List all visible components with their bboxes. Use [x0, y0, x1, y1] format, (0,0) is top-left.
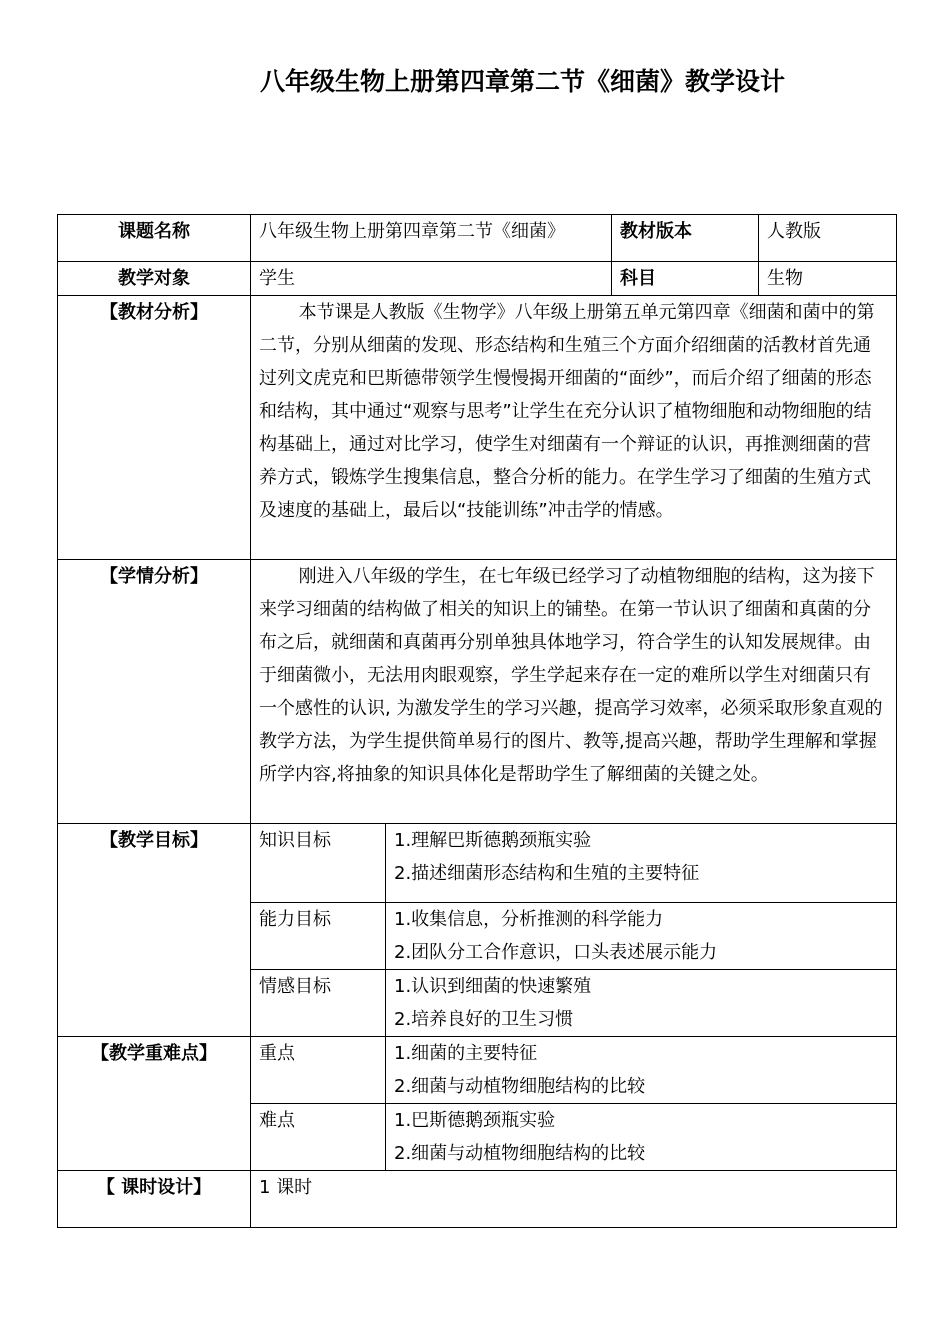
point-category: 重点 [251, 1037, 386, 1104]
point-content [386, 1037, 897, 1104]
subject-label: 科目 [612, 262, 759, 296]
table-row [58, 296, 897, 560]
goal-line: 2.团队分工合作意识，口头表述展示能力 [394, 942, 718, 963]
table-row [58, 560, 897, 824]
audience-label: 教学对象 [58, 262, 251, 296]
period-design-value: 1 课时 [251, 1171, 897, 1228]
key-difficult-points-label: 【教学重难点】 [58, 1037, 251, 1171]
page-title: 八年级生物上册第四章第二节《细菌》教学设计 [259, 67, 785, 96]
point-line: 2.细菌与动植物细胞结构的比较 [394, 1076, 646, 1097]
edition-label: 教材版本 [612, 215, 759, 262]
course-name-label: 课题名称 [58, 215, 251, 262]
subject-value: 生物 [759, 262, 897, 296]
goal-category: 情感目标 [251, 970, 386, 1037]
student-analysis-text: 刚进入八年级的学生，在七年级已经学习了动植物细胞的结构，这为接下来学习细菌的结构做了相关的知识上的铺垫。在第一节认识了细菌和真菌的分布之后，就细菌和真菌再分别单独具体地学习，符合学生的认知发展规律。由于细菌微小，无法用肉眼观察，学生学起来存在一定的难所以学生对细菌只有一个感性的认识, 为激发学生的学习兴趣，提高学习效率，必须采取形象直观的教学方法，为学生提供简单易行的图片、教等,提高兴趣，帮助学生理解和掌握所学内容,将抽象的知识具体化是帮助学生了解细菌的关键之处。 [251, 560, 897, 824]
material-analysis-text: 本节课是人教版《生物学》八年级上册第五单元第四章《细菌和菌中的第二节，分别从细菌的发现、形态结构和生殖三个方面介绍细菌的活教材首先通过列文虎克和巴斯德带领学生慢慢揭开细菌的“面纱”，而后介绍了细菌的形态和结构，其中通过“观察与思考”让学生在充分认识了植物细胞和动物细胞的结构基础上，通过对比学习，使学生对细菌有一个辩证的认识，再推测细菌的营养方式，锻炼学生搜集信息，整合分析的能力。在学生学习了细菌的生殖方式及速度的基础上，最后以“技能训练”冲击学的情感。 [251, 296, 897, 560]
table-row [58, 1171, 897, 1228]
goal-category: 知识目标 [251, 824, 386, 903]
teaching-goals-label: 【教学目标】 [58, 824, 251, 1037]
period-design-label: 【 课时设计】 [58, 1171, 251, 1228]
table-row [58, 1037, 897, 1104]
point-line: 1.巴斯德鹅颈瓶实验 [394, 1110, 556, 1131]
goal-line: 1.收集信息，分析推测的科学能力 [394, 909, 664, 930]
table-row [58, 262, 897, 296]
goal-line: 1.认识到细菌的快速繁殖 [394, 976, 592, 997]
goal-content [386, 970, 897, 1037]
goal-category: 能力目标 [251, 903, 386, 970]
goal-line: 2.培养良好的卫生习惯 [394, 1009, 574, 1030]
lesson-plan-table [57, 214, 897, 1228]
material-analysis-label: 【教材分析】 [58, 296, 251, 560]
point-content [386, 1104, 897, 1171]
point-line: 2.细菌与动植物细胞结构的比较 [394, 1143, 646, 1164]
goal-content [386, 824, 897, 903]
table-row [58, 215, 897, 262]
goal-line: 2.描述细菌形态结构和生殖的主要特征 [394, 863, 700, 884]
goal-content [386, 903, 897, 970]
table-row [58, 824, 897, 903]
audience-value: 学生 [251, 262, 612, 296]
goal-line: 1.理解巴斯德鹅颈瓶实验 [394, 830, 592, 851]
course-name-value: 八年级生物上册第四章第二节《细菌》 [251, 215, 612, 262]
student-analysis-label: 【学情分析】 [58, 560, 251, 824]
edition-value: 人教版 [759, 215, 897, 262]
point-category: 难点 [251, 1104, 386, 1171]
point-line: 1.细菌的主要特征 [394, 1043, 538, 1064]
